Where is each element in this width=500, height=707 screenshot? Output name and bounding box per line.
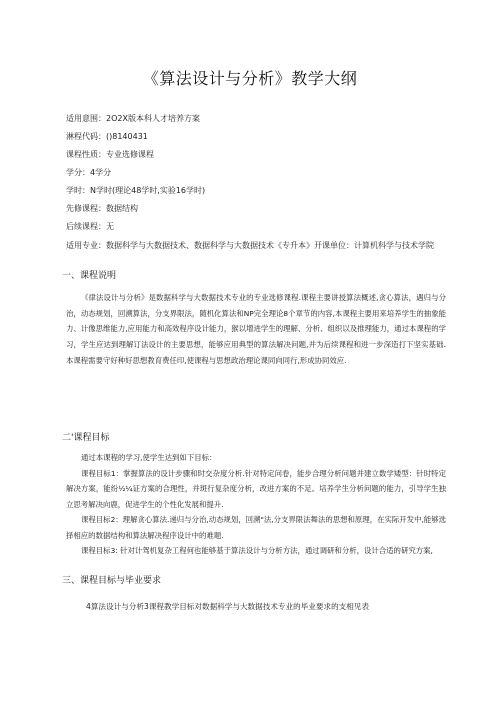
section-heading-2: 二'课程目标 [62,433,110,443]
goals-intro: 通过本课程的学习,使学生达到如下目标： [81,453,217,462]
meta-course-code: 淋程代码：()8140431 [66,132,148,141]
meta-followup: 后续课程：无 [66,222,114,231]
table-caption: 4算法设计与分析3课程教学目标对数据科学与大数据技术专业的毕业要求的支相见表 [86,602,370,611]
section-heading-1: 一、课程说明 [62,271,117,281]
meta-applicable: 适用意围：2O2X版本科人才培养方案 [66,114,200,123]
goal-3: 课程目标3: 针对计驾机复杂工程何也能够基于算法设计与分析方法，通过调研和分析，设计合适的研究方案, [81,546,433,555]
course-meta [66,110,446,253]
meta-credit: 学分：4学分 [66,168,112,177]
document-title: 《算法设计与分析》教学大纲 [142,69,358,88]
meta-course-nature: 课程性质：专业选修课程 [66,150,154,159]
meta-major: 适用专业：数据科学与大数据技术、数据科学与大数据技术《专升本》开课单位：计算机科学与技术学院 [66,241,434,250]
goal-1: 课程目标1：掌握算法的设计步骤和时交杂度分析.针对特定问卷，能步合理分析问题并建立数学矮型：针时特定解决方案，能纷½¼证方案的合理性，并斑行复杂度分析，改进方案的不足。培养学生分析问题的能力，引导学生独立思考解决向鹿，促进学生的个性化发展和提升. [66,468,446,509]
meta-hours: 学时：N学时(理论48学时,实验16学时) [66,186,206,195]
section-heading-3: 三、课程目标与毕业要求 [62,576,162,586]
goal-2: 课程目标2：理解贪心算法.递归与分治,动态规划，回溯"法,分支界限法舞法的思想和原理，在实际开发中,能够选择相应的数据结构和算法解决程序设计中的难题. [66,515,446,540]
section-1-paragraph: 《律法设计与分析》是数据科学与大数据技术专业的专业选修课程.课程主要讲授算法概述,贪心算法，遇归与分治，动态规划，回溯算法，分支界限法，随机化算法和NP完全理论8个章节的内容,本课程主要用来培养学生的抽象能力、计像思维能力,应用能力和高效程序设计能力，猴以增进学生的理解、分析、组织以及推理能力，通过本课程的学习，学生应达到理解订法设计的主要思想，能够应用典型的算法解决问题,并为后续课程和进一步深造打下坚实基础.本课程需要守好种好思想教育费任印,使课程与思想政治理论课同向同行,形成协同效应. [66,293,446,365]
meta-prerequisite: 先修课程：数据结构 [66,204,138,213]
course-goals [66,450,446,559]
